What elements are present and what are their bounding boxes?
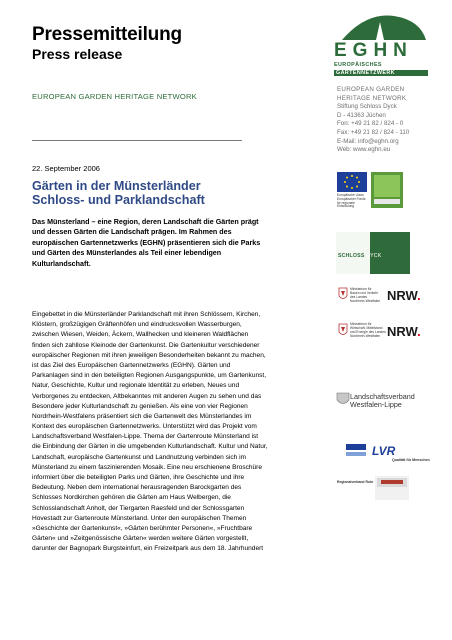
nrw-logo [387,324,421,339]
article-lead [32,217,308,269]
ministry1-line: des Landes [350,295,368,299]
body-line: finden sich zahllose Kleinode der Gartenkunst. Die Gartenkultur verschiedener [32,341,260,349]
contact-head-1: EUROPEAN GARDEN [337,86,405,93]
body-line: Nordrhein-Westfalens präsentiert sich die Gartenwelt des Münsterlandes im [32,412,252,420]
lwl-text [350,393,415,409]
ministry2-line: Nordrhein-Westfalen [350,334,381,338]
schloss-dyck-label [338,253,381,259]
eu-caption: Europäische Union Europäischer Fonds für regionale Entwicklung [337,193,366,209]
headline-line: Schloss- und Parklandschaft [32,193,205,207]
network-name: EUROPEAN GARDEN HERITAGE NETWORK [32,92,197,101]
lead-line: Kulturlandschaft. [32,259,91,268]
ministry1-line: Nordrhein-Westfalen [350,299,381,303]
page-subtitle: Press release [32,46,123,62]
body-line: Kontext des europäischen Gartennetzwerks. Unterstützt wird das Projekt vom [32,423,257,431]
contact-line: D - 41363 Jüchen [337,111,386,119]
body-line: darunter der Bagnopark Burgsteinfurt, ein Freizeitpark aus dem 18. Jahrhundert [32,545,264,553]
ministry1-line: Bauen und Verkehr [350,291,379,295]
nrw-dot: . [417,288,421,303]
eagle-crest-icon [337,322,349,338]
nrw-dot: . [417,324,421,339]
body-line: Hovestadt zur Gartenroute Münsterland. Unter den europäischen Themen [32,514,247,522]
schloss-label-left: SCHLOSS [338,253,365,259]
tree-logo-icon [336,10,428,42]
lwl-crest-icon [336,391,350,407]
nrw-label: NRW [387,288,418,303]
contact-head-2: HERITAGE NETWORK [337,94,407,102]
article-headline [32,179,262,207]
lvr-mark-icon [344,440,368,458]
lvr-quality: Qualität für Menschen [392,458,430,462]
ministry2-text [350,322,386,338]
eagle-crest-icon [337,286,349,302]
logo-letters: EGHN [334,40,413,61]
body-line: europäischer Regionen mit ihren jeweiligen Besonderheiten bekannt zu machen, [32,351,266,359]
lead-line: europäischen Gartennetzwerks (EGHN) präsentieren sich die Parks [32,238,261,247]
page-title: Pressemitteilung [32,24,182,45]
contact-line: E-Mail: info@eghn.org [337,137,399,145]
body-line: informiert über die beteiligten Parks und Gärten, ihre Geschichte und ihre [32,474,245,481]
body-line: Verborgenes zu entdecken, Altbekanntes mit anderen Augen zu sehen und das [32,392,262,400]
interreg-logo-icon [371,172,403,208]
body-line: Klöstern, großzügigen Gräftenhöfen und eindrucksvollen Wasserburgen, [32,321,242,329]
body-line: Bedeutung. Neben dem international herausragenden Barockgarten des [32,484,242,492]
contact-line: Web: www.eghn.eu [337,146,391,154]
contact-block [337,86,409,155]
body-line: Landschaftsverband Westfalen-Lippe. Thema der Gartenroute Münsterland ist [32,433,259,441]
regio-label: Regionalverband Ruhr [337,480,374,484]
lead-line: und dessen Gärten die Landschaft prägen. Im Rahmen des [32,228,232,237]
body-line: Gärten« und »Zeitgenössische Gärten« werden weitere Gärten vorgestellt, [32,535,249,543]
logo-line1: EUROPÄISCHES [334,62,382,68]
lwl-line: Landschaftsverband [350,392,415,401]
divider-line [32,140,242,141]
body-line: Münsterland zu einem faszinierenden Mosaik. Eine neu erschienene Broschüre [32,463,262,471]
body-line: Landschaft, europäische Gartenkunst und Landnutzung verbinden sich im [32,453,247,461]
nrw-label: NRW [387,324,418,339]
ministry1-line: Ministerium für [350,287,372,291]
article-body [32,310,310,555]
nrw-logo [387,288,421,303]
article-date: 22. September 2006 [32,164,100,173]
contact-line: Stiftung Schloss Dyck [337,103,397,111]
body-line: ist das Ziel des Europäischen Gartennetzwerks (EGHN). Gärten und [32,361,231,369]
ministry1-text [350,287,380,303]
logo-line2: GARTENNETZWERK [334,70,428,76]
body-line: Natur, Geschichte, Kultur und regionale Identität zu erleben, Neues und [32,382,240,390]
lwl-line: Westfalen-Lippe [350,400,402,409]
eu-flag-icon [337,172,367,192]
lvr-label: LVR [372,444,396,458]
lead-line: und Gärten des Münsterlandes als Teil einer lebendigen [32,249,222,258]
ruhr-logo [375,476,409,500]
headline-line: Gärten in der Münsterländer [32,179,201,193]
schloss-label-right: DYCK [366,253,382,259]
body-line: Parkanlagen sind in den beteiligten Regionen Ausgangspunkte, um Gartenkunst, [32,372,267,380]
contact-line: Fax: +49 21 82 / 824 - 110 [337,128,410,136]
body-line: zwischen Wiesen, Weiden, Äckern, Wallhecken und kleineren Waldflächen [32,331,249,339]
body-line: Schlosslandschaft Anholt, der Tiergarten Raesfeld und der Schlossgarten [32,504,245,512]
ministry2-line: Ministerium für [350,322,372,326]
body-line: die Einbindung der Gärten in die umgebenden Kulturlandschaft. Kultur und Natur, [32,443,268,451]
lead-line: Das Münsterland – eine Region, deren Landschaft die Gärten prägt [32,218,259,226]
body-line: Schlosses Nordkirchen gehören die Gärten am Haus Welbergen, die [32,494,231,502]
contact-line: Fon: +49 21 82 / 824 - 0 [337,120,404,128]
body-line: Eingebettet in die Münsterländer Parklandschaft mit ihren Schlössern, Kirchen, [32,311,261,318]
body-line: Besondere jeder Kulturlandschaft zu genießen. Als eine von vier Regionen [32,402,248,410]
ministry2-line: und Energie des Landes [350,330,386,334]
body-line: »Geschichte der Gartenkunst«, »Gärten berühmter Personen«, »Fruchtbare [32,524,253,532]
ministry2-line: Wirtschaft, Mittelstand [350,326,383,330]
